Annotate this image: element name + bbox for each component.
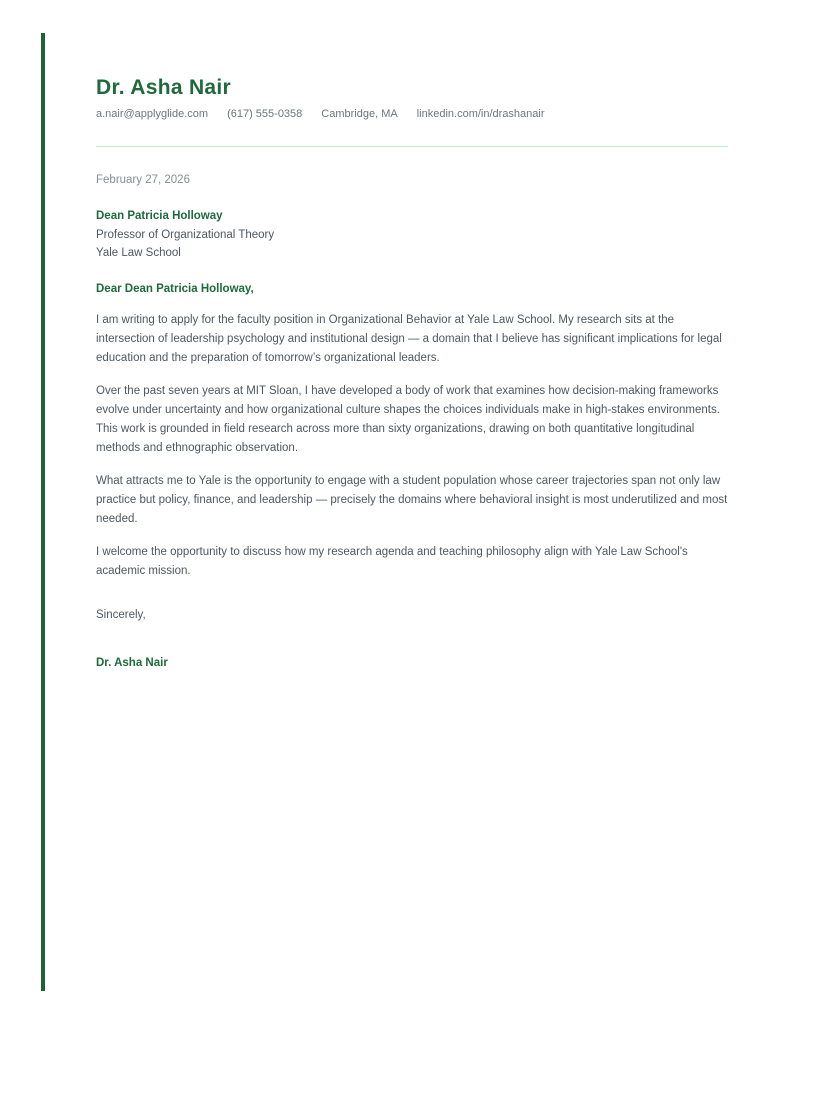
body-paragraph: Over the past seven years at MIT Sloan, I have developed a body of work that examines how decision-making frameworks evolve under uncertainty and how organizational culture shapes the choices individuals make in high-stakes environments. This work is grounded in field research across more than sixty organizations, drawing on both quantitative longitudinal methods and ethnographic observation. (96, 384, 720, 454)
signature-text: Dr. Asha Nair (96, 656, 168, 669)
contact-row (96, 108, 728, 121)
recipient-name: Dean Patricia Holloway (96, 210, 223, 222)
page-title: Dr. Asha Nair (96, 76, 232, 99)
body-paragraph: What attracts me to Yale is the opportunity to engage with a student population whose career trajectories span not only law practice but policy, finance, and leadership — precisely the domains where behavioral insight is most underutilized and most needed. (96, 474, 728, 525)
recipient-block (96, 207, 728, 263)
date-text: February 27, 2026 (96, 174, 190, 186)
recipient-organization: Yale Law School (96, 247, 181, 259)
letter-body (96, 311, 728, 581)
letter-content (96, 76, 728, 673)
accent-bar (41, 33, 45, 991)
body-paragraph: I welcome the opportunity to discuss how my research agenda and teaching philosophy align with Yale Law School's academic mission. (96, 545, 688, 577)
body-paragraph: I am writing to apply for the faculty position in Organizational Behavior at Yale Law School. My research sits at the intersection of leadership psychology and institutional design — a domain that I believe has significant implications for legal education and the preparation of tomorrow’s organizational leaders. (96, 313, 722, 364)
phone-text: (617) 555-0358 (227, 108, 303, 120)
salutation-text: Dear Dean Patricia Holloway, (96, 282, 254, 295)
header-divider (96, 146, 728, 147)
linkedin-text: linkedin.com/in/drashanair (416, 108, 545, 120)
email-text: a.nair@applyglide.com (96, 108, 209, 120)
closing-text: Sincerely, (96, 608, 146, 621)
recipient-title: Professor of Organizational Theory (96, 228, 275, 241)
location-text: Cambridge, MA (321, 108, 398, 120)
